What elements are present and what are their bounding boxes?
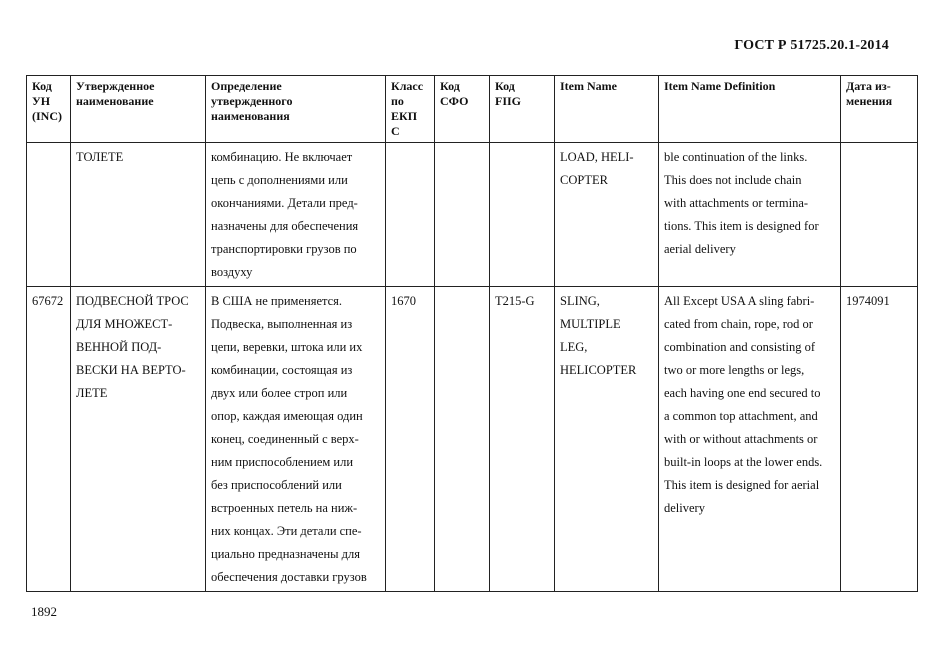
cell-item-name — [555, 287, 659, 592]
cell-code-un: 67672 — [27, 287, 71, 592]
text-line: встроенных петель на ниж- — [211, 501, 358, 515]
text-line: ним приспособлением или — [211, 455, 354, 469]
cell-fiig-code — [490, 143, 555, 287]
text-line: ВЕСКИ НА ВЕРТО- — [76, 363, 186, 377]
cell-item-name-definition — [659, 143, 841, 287]
text-line: циально предназначены для — [211, 547, 361, 561]
text-line: Утвержденное — [76, 79, 155, 93]
cell-change-date — [841, 143, 918, 287]
text-line: combination and consisting of — [664, 340, 816, 354]
cell-item-name — [555, 143, 659, 287]
text-line: aerial delivery — [664, 242, 736, 256]
text-line: цепи, веревки, штока или их — [211, 340, 363, 354]
header-change-date — [841, 76, 918, 143]
text-line: Подвеска, выполненная из — [211, 317, 353, 331]
text-line: без приспособлений или — [211, 478, 342, 492]
text-line: All Except USA A sling fabri- — [664, 294, 815, 308]
text-line: Item Name — [560, 79, 617, 93]
text-line: комбинацию. Не включает — [211, 150, 353, 164]
cell-approved-name — [71, 143, 206, 287]
text-line: each having one end secured to — [664, 386, 821, 400]
text-line: LOAD, HELI- — [560, 150, 634, 164]
text-line: конец, соединенный с верх- — [211, 432, 359, 446]
text-line: ПОДВЕСНОЙ ТРОС — [76, 294, 189, 308]
text-line: транспортировки грузов по — [211, 242, 357, 256]
text-line: tions. This item is designed for — [664, 219, 819, 233]
cell-approved-name — [71, 287, 206, 592]
text-line: СФО — [440, 94, 469, 108]
text-line: Item Name Definition — [664, 79, 776, 93]
text-line: two or more lengths or legs, — [664, 363, 805, 377]
header-row — [27, 76, 918, 143]
cell-code-un — [27, 143, 71, 287]
text-line: HELICOPTER — [560, 363, 637, 377]
text-line: cated from chain, rope, rod or — [664, 317, 813, 331]
header-code-un — [27, 76, 71, 143]
cell-definition — [206, 143, 386, 287]
text-line: ТОЛЕТЕ — [76, 150, 124, 164]
text-line: Дата из- — [846, 79, 891, 93]
text-line: ble continuation of the links. — [664, 150, 808, 164]
text-line: двух или более строп или — [211, 386, 348, 400]
text-line: по — [391, 94, 404, 108]
document-code: ГОСТ Р 51725.20.1-2014 — [734, 38, 889, 53]
text-line: наименования — [211, 109, 290, 123]
header-item-name — [555, 76, 659, 143]
cell-ekps-class: 1670 — [386, 287, 435, 592]
cell-sfo-code — [435, 287, 490, 592]
text-line: Код — [32, 79, 52, 93]
text-line: ДЛЯ МНОЖЕСТ- — [76, 317, 173, 331]
text-line: LEG, — [560, 340, 588, 354]
cell-change-date: 1974091 — [841, 287, 918, 592]
text-line: Класс — [391, 79, 424, 93]
text-line: delivery — [664, 501, 705, 515]
text-line: This does not include chain — [664, 173, 802, 187]
text-line: них концах. Эти детали спе- — [211, 524, 362, 538]
header-item-name-definition — [659, 76, 841, 143]
header-approved-name — [71, 76, 206, 143]
cell-fiig-code: T215-G — [490, 287, 555, 592]
text-line: С — [391, 124, 400, 138]
header-fiig-code — [490, 76, 555, 143]
page-number: 1892 — [31, 604, 57, 619]
header-sfo-code — [435, 76, 490, 143]
text-line: Определение — [211, 79, 282, 93]
text-line: COPTER — [560, 173, 608, 187]
cell-ekps-class — [386, 143, 435, 287]
cell-definition — [206, 287, 386, 592]
table-row — [27, 287, 918, 592]
text-line: окончаниями. Детали пред- — [211, 196, 358, 210]
header-ekps-class — [386, 76, 435, 143]
header-definition — [206, 76, 386, 143]
text-line: утвержденного — [211, 94, 293, 108]
text-line: a common top attachment, and — [664, 409, 818, 423]
text-line: наименование — [76, 94, 154, 108]
text-line: В США не применяется. — [211, 294, 343, 308]
cell-sfo-code — [435, 143, 490, 287]
text-line: Код — [440, 79, 460, 93]
table-row — [27, 143, 918, 287]
text-line: комбинации, состоящая из — [211, 363, 353, 377]
text-line: with or without attachments or — [664, 432, 818, 446]
text-line: with attachments or termina- — [664, 196, 809, 210]
text-line: цепь с дополнениями или — [211, 173, 348, 187]
spec-table — [26, 75, 918, 592]
text-line: ЕКП — [391, 109, 418, 123]
text-line: обеспечения доставки грузов — [211, 570, 367, 584]
text-line: (INC) — [32, 109, 62, 123]
text-line: This item is designed for aerial — [664, 478, 820, 492]
text-line: менения — [846, 94, 893, 108]
text-line: ЛЕТЕ — [76, 386, 108, 400]
text-line: MULTIPLE — [560, 317, 621, 331]
text-line: SLING, — [560, 294, 600, 308]
text-line: built-in loops at the lower ends. — [664, 455, 823, 469]
cell-item-name-definition — [659, 287, 841, 592]
text-line: назначены для обеспечения — [211, 219, 359, 233]
text-line: опор, каждая имеющая один — [211, 409, 363, 423]
text-line: ВЕННОЙ ПОД- — [76, 340, 162, 354]
text-line: FIIG — [495, 94, 522, 108]
text-line: Код — [495, 79, 515, 93]
text-line: воздуху — [211, 265, 253, 279]
text-line: УН — [32, 94, 51, 108]
